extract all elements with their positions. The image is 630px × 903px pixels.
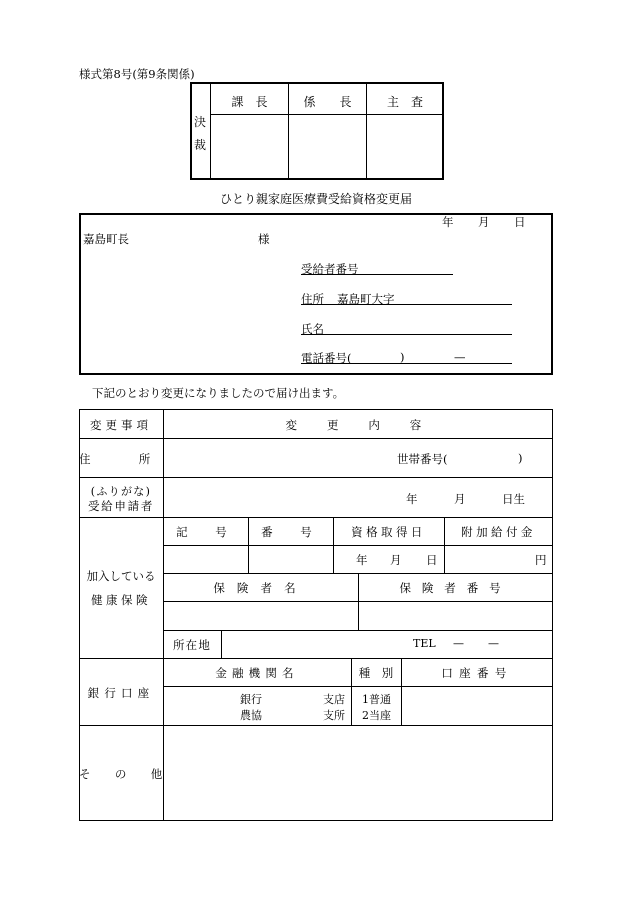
- birth-month-label: 月: [454, 492, 466, 506]
- approval-col-supervisor: 主 査: [386, 95, 423, 109]
- nokyo-label: 農協: [240, 709, 262, 722]
- label-change-content: 変 更 内 容: [285, 418, 431, 432]
- account-number-field[interactable]: [402, 687, 553, 725]
- date-month-label: 月: [478, 215, 490, 229]
- bank-label: 銀行: [240, 693, 262, 706]
- label-location: 所在地: [173, 638, 211, 652]
- address-change-field[interactable]: [164, 439, 394, 477]
- address-prefix: 嘉島町大字: [337, 292, 395, 306]
- household-number-close: ): [518, 451, 523, 465]
- form-title: ひとり親家庭医療費受給資格変更届: [219, 192, 412, 206]
- label-other: そ の 他: [79, 767, 173, 781]
- intro-text: 下記のとおり変更になりましたので届け出ます。: [92, 386, 345, 400]
- phone-paren-close: ): [400, 350, 405, 364]
- qualify-day-label: 日: [426, 553, 438, 567]
- name-label: 氏名: [301, 322, 324, 336]
- location-field[interactable]: [222, 631, 408, 658]
- stamp-area-1[interactable]: [211, 115, 288, 179]
- tel-dash-2: —: [488, 637, 499, 650]
- insurer-number-field[interactable]: [359, 602, 553, 630]
- other-field[interactable]: [164, 726, 553, 821]
- approval-col-section-chief: 課 長: [231, 95, 268, 109]
- qualify-year-label: 年: [356, 553, 368, 567]
- addressee-honorific: 様: [258, 232, 270, 246]
- header-number: 番 号: [261, 525, 320, 539]
- phone-dash: —: [454, 350, 466, 364]
- recipient-number-label: 受給者番号: [301, 262, 359, 276]
- header-qualify-date: 資格取得日: [351, 525, 426, 539]
- header-extra-benefit: 附加給付金: [461, 525, 536, 539]
- date-day-label: 日: [514, 215, 526, 229]
- form-number: 様式第8号(第9条関係): [79, 67, 195, 81]
- account-type-ordinary[interactable]: 1普通: [362, 693, 391, 706]
- approval-side-label-2: 裁: [194, 138, 207, 152]
- label-applicant: 受給申請者: [87, 499, 155, 513]
- label-change-items: 変更事項: [89, 418, 153, 432]
- symbol-field[interactable]: [164, 546, 248, 573]
- header-account-type: 種 別: [358, 666, 394, 680]
- applicant-name-field[interactable]: [164, 478, 394, 517]
- address-label: 住所: [301, 292, 324, 306]
- date-year-label: 年: [442, 215, 454, 229]
- account-type-current[interactable]: 2当座: [362, 709, 391, 722]
- phone-field[interactable]: [301, 363, 512, 364]
- label-insurance-line1: 加入している: [86, 569, 156, 583]
- header-insurer-number: 保険者番号: [399, 581, 512, 595]
- label-insurance-line2: 健康保険: [91, 593, 151, 607]
- approval-col-subsection-chief: 係 長: [303, 95, 352, 109]
- yen-label: 円: [535, 553, 547, 567]
- address-field[interactable]: [301, 304, 512, 305]
- tel-dash-1: —: [453, 637, 464, 650]
- stamp-area-2[interactable]: [289, 115, 366, 179]
- name-field[interactable]: [301, 334, 512, 335]
- branch-office-label: 支所: [323, 709, 345, 722]
- qualify-month-label: 月: [390, 553, 402, 567]
- insurer-name-field[interactable]: [164, 602, 358, 630]
- header-account-number: 口座番号: [441, 666, 513, 680]
- approval-side-label-1: 決: [194, 115, 207, 129]
- number-field[interactable]: [249, 546, 333, 573]
- header-insurer-name: 保険者名: [213, 581, 308, 595]
- addressee: 嘉島町長: [83, 232, 129, 246]
- branch-store-label: 支店: [323, 693, 345, 706]
- label-furigana: (ふりがな): [90, 485, 152, 498]
- birth-year-label: 年: [406, 492, 418, 506]
- tel-label: TEL: [413, 637, 436, 650]
- stamp-area-3[interactable]: [367, 115, 443, 179]
- label-bank-account: 銀行口座: [87, 686, 155, 700]
- birth-day-label: 日生: [502, 492, 525, 506]
- household-number-label: 世帯番号(: [397, 452, 448, 466]
- recipient-number-field[interactable]: [301, 274, 453, 275]
- label-address: 住 所: [79, 452, 169, 466]
- phone-label: 電話番号(: [301, 351, 352, 365]
- header-institution-name: 金融機関名: [215, 666, 299, 680]
- header-symbol: 記 号: [176, 525, 235, 539]
